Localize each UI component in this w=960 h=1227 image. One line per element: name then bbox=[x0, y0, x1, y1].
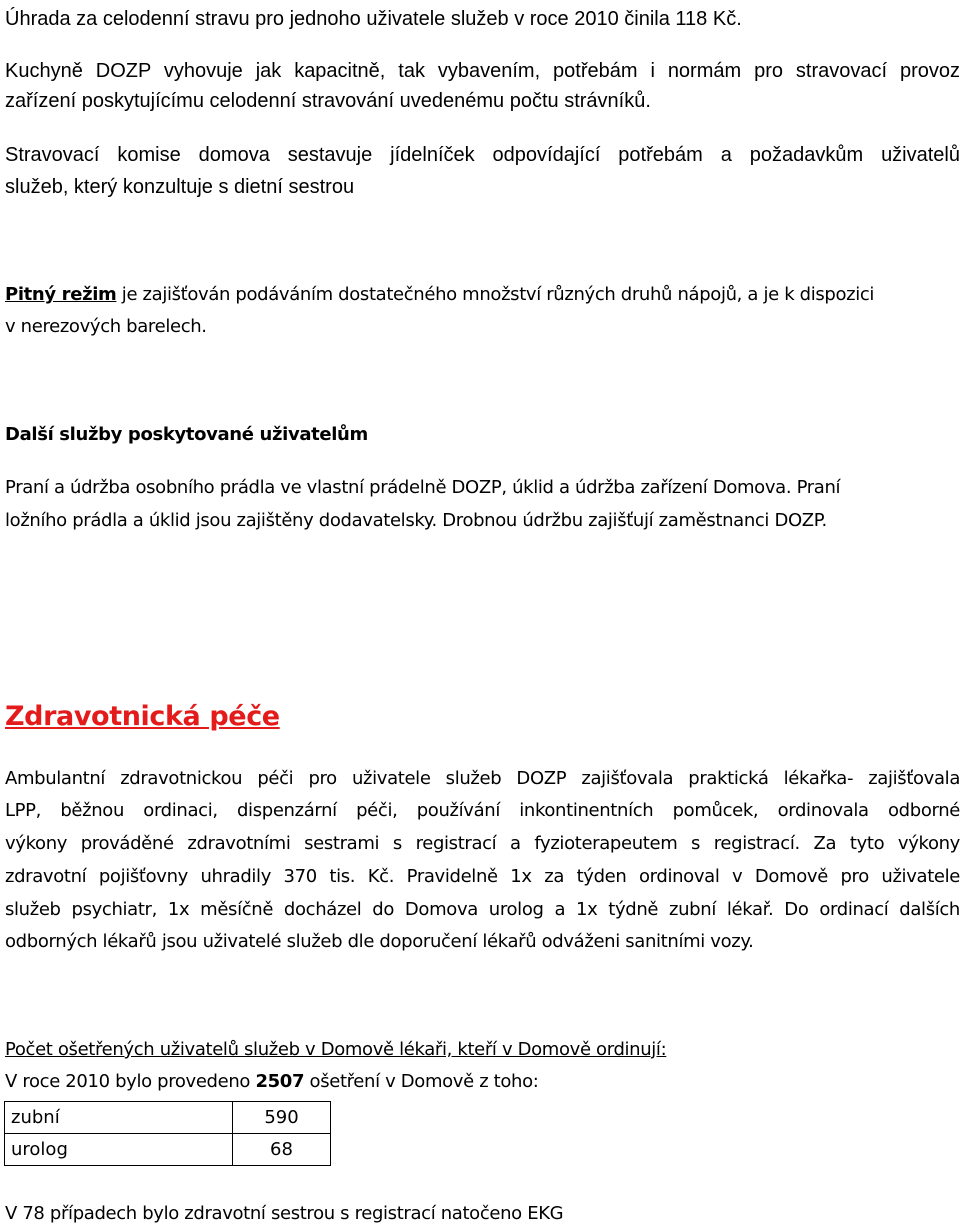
table-row bbox=[5, 1134, 331, 1166]
treatment-count-table bbox=[4, 1101, 331, 1166]
drinking-paragraph-line-1 bbox=[5, 282, 960, 308]
health-heading: Zdravotnická péče bbox=[5, 701, 280, 732]
committee-paragraph-line-2: služeb, který konzultuje s dietní sestrou bbox=[5, 176, 355, 198]
table-cell-value: 68 bbox=[233, 1134, 331, 1166]
health-paragraph-line-1: Ambulantní zdravotnickou péči pro uživatele služeb DOZP zajišťovala praktická lékařka- zajišťovala bbox=[5, 768, 960, 789]
health-paragraph-line-6: odborných lékařů jsou uživatelé služeb dle doporučení lékařů odváženi sanitními vozy. bbox=[5, 931, 754, 952]
kitchen-paragraph-line-2: zařízení poskytujícímu celodenní stravování uvedenému počtu strávníků. bbox=[5, 90, 651, 112]
ekg-line: V 78 případech bylo zdravotní sestrou s registrací natočeno EKG bbox=[5, 1203, 564, 1224]
table-row bbox=[5, 1102, 331, 1134]
services-line-2: ložního prádla a úklid jsou zajištěny dodavatelsky. Drobnou údržbu zajišťují zaměstnanci DOZP. bbox=[5, 510, 827, 531]
year-suffix: ošetření v Domově z toho: bbox=[304, 1071, 539, 1092]
table-cell-name: urolog bbox=[5, 1134, 233, 1166]
year-prefix: V roce 2010 bylo provedeno bbox=[5, 1071, 256, 1092]
year-summary-line bbox=[5, 1069, 960, 1095]
health-paragraph-line-3: výkony prováděné zdravotními sestrami s registrací a fyzioterapeutem s registrací. Za tyto výkony bbox=[5, 833, 960, 854]
services-heading: Další služby poskytované uživatelům bbox=[5, 424, 368, 445]
count-heading: Počet ošetřených uživatelů služeb v Domově lékaři, kteří v Domově ordinují: bbox=[5, 1039, 667, 1060]
services-line-1: Praní a údržba osobního prádla ve vlastní prádelně DOZP, úklid a údržba zařízení Domova. Praní bbox=[5, 477, 841, 498]
committee-paragraph-line-1: Stravovací komise domova sestavuje jídelníček odpovídající potřebám a požadavkům uživatelů bbox=[5, 144, 960, 166]
food-cost-line: Úhrada za celodenní stravu pro jednoho uživatele služeb v roce 2010 činila 118 Kč. bbox=[5, 8, 742, 30]
health-paragraph-line-2: LPP, běžnou ordinaci, dispenzární péči, používání inkontinentních pomůcek, ordinovala odborné bbox=[5, 800, 960, 821]
health-paragraph-line-4: zdravotní pojišťovny uhradily 370 tis. Kč. Pravidelně 1x za týden ordinoval v Domově pro uživatele bbox=[5, 866, 960, 887]
table-cell-name: zubní bbox=[5, 1102, 233, 1134]
drinking-line-rest: je zajišťován podáváním dostatečného množství různých druhů nápojů, a je k dispozici bbox=[116, 284, 875, 305]
year-total: 2507 bbox=[255, 1071, 305, 1092]
drinking-paragraph-line-2: v nerezových barelech. bbox=[5, 316, 207, 337]
kitchen-paragraph-line-1: Kuchyně DOZP vyhovuje jak kapacitně, tak vybavením, potřebám i normám pro stravovací provoz bbox=[5, 60, 960, 82]
health-paragraph-line-5: služeb psychiatr, 1x měsíčně docházel do Domova urolog a 1x týdně zubní lékař. Do ordinací dalších bbox=[5, 899, 960, 920]
drinking-label: Pitný režim bbox=[5, 284, 117, 305]
table-cell-value: 590 bbox=[233, 1102, 331, 1134]
